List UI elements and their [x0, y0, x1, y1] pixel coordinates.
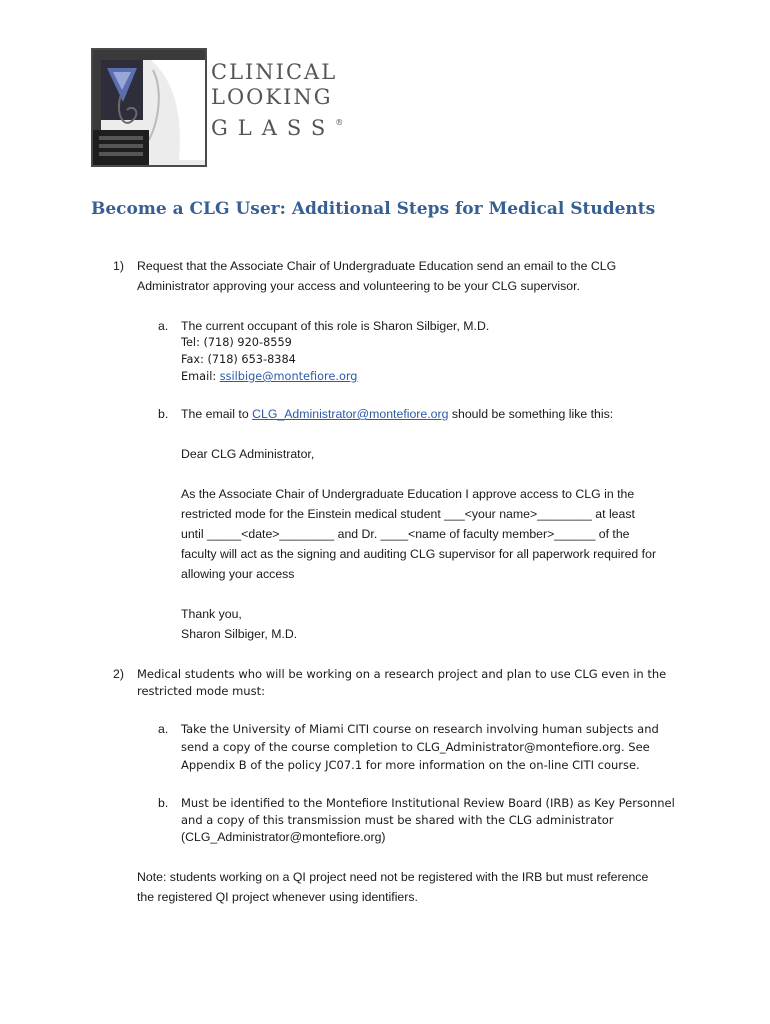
step-2b-line-2: and a copy of this transmission must be shared with the CLG administrator [181, 813, 614, 827]
step-2a-line-2: send a copy of the course completion to CLG_Administrator@montefiore.org. See [181, 740, 650, 754]
letter-body-line-3 [181, 524, 630, 544]
step-2-number: 2) [113, 667, 124, 681]
step-2a-marker: a. [158, 722, 169, 736]
blank-your-name: ___<your name>________ [444, 507, 592, 521]
logo-line-3 [211, 110, 343, 141]
step-2a-line-3: Appendix B of the policy JC07.1 for more information on the on-line CITI course. [181, 758, 640, 772]
step-1b-intro [181, 404, 613, 424]
letter-closing: Thank you, [181, 607, 242, 621]
registered-mark: ® [335, 118, 344, 127]
page-title: Become a CLG User: Additional Steps for Medical Students [91, 199, 656, 219]
step-1-number: 1) [113, 259, 124, 273]
step-2-line-1: Medical students who will be working on a research project and plan to use CLG even in the [137, 667, 667, 681]
letter-body-line-2-post: at least [591, 507, 635, 521]
step-2-line-2: restricted mode must: [137, 684, 265, 698]
blank-faculty-member: ____<name of faculty member>______ [380, 527, 596, 541]
blank-date: _____<date>________ [206, 527, 335, 541]
logo-line-2: LOOKING [211, 85, 333, 109]
letter-body-line-5: allowing your access [181, 567, 295, 581]
letter-body-line-1: As the Associate Chair of Undergraduate Education I approve access to CLG in the [181, 487, 635, 501]
logo-image [91, 48, 207, 167]
letter-body-line-2-pre: restricted mode for the Einstein medical student [181, 507, 445, 521]
step-1-line-2: Administrator approving your access and volunteering to be your CLG supervisor. [137, 279, 580, 293]
contact-fax: Fax: (718) 653-8384 [181, 353, 296, 366]
contact-email-line [181, 368, 357, 385]
step-2a-line-1: Take the University of Miami CITI course on research involving human subjects and [181, 722, 659, 736]
letter-body-line-3-post: of the [595, 527, 630, 541]
step-1b-intro-post: should be something like this: [448, 407, 614, 421]
logo-line-1: CLINICAL [211, 60, 338, 84]
clg-logo [91, 48, 344, 167]
step-1a-line-1: The current occupant of this role is Sharon Silbiger, M.D. [181, 319, 490, 333]
logo-wordmark [211, 60, 343, 141]
note-line-1: Note: students working on a QI project need not be registered with the IRB but must reference [137, 870, 649, 884]
letter-body-line-3-pre: until [181, 527, 207, 541]
logo-line-3-text: GLASS [211, 116, 336, 140]
step-1a-marker: a. [158, 319, 169, 333]
step-2b-line-3: (CLG_Administrator@montefiore.org) [181, 830, 386, 844]
letter-greeting: Dear CLG Administrator, [181, 447, 315, 461]
letter-signature: Sharon Silbiger, M.D. [181, 627, 298, 641]
clg-admin-email-link[interactable]: CLG_Administrator@montefiore.org [252, 407, 449, 421]
step-1b-marker: b. [158, 407, 169, 421]
contact-tel: Tel: (718) 920-8559 [181, 336, 292, 349]
contact-email-label: Email: [181, 370, 220, 383]
step-2b-marker: b. [158, 796, 169, 810]
step-1b-intro-pre: The email to [181, 407, 253, 421]
letter-body-line-2 [181, 504, 635, 524]
letter-body-line-3-mid: and Dr. [334, 527, 381, 541]
note-line-2: the registered QI project whenever using identifiers. [137, 890, 418, 904]
letter-body-line-4: faculty will act as the signing and auditing CLG supervisor for all paperwork required for [181, 547, 657, 561]
contact-email-link[interactable]: ssilbige@montefiore.org [219, 370, 358, 383]
step-2b-line-1: Must be identified to the Montefiore Institutional Review Board (IRB) as Key Personnel [181, 796, 675, 810]
step-1-line-1: Request that the Associate Chair of Undergraduate Education send an email to the CLG [137, 259, 617, 273]
